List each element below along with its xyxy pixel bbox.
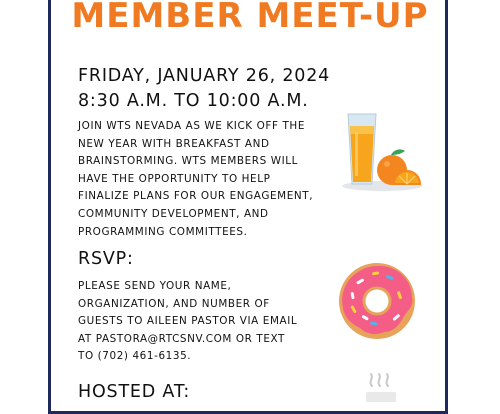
intro-line: HAVE THE OPPORTUNITY TO HELP [78, 172, 271, 185]
intro-line: FINALIZE PLANS FOR OUR ENGAGEMENT, [78, 190, 314, 203]
intro-line: NEW YEAR WITH BREAKFAST AND [78, 137, 270, 150]
event-time: 8:30 A.M. TO 10:00 A.M. [78, 91, 309, 111]
rsvp-heading: RSVP: [78, 249, 134, 269]
coffee-cup-illustration-icon [362, 372, 402, 402]
intro-line: PROGRAMMING COMMITTEES. [78, 225, 248, 238]
rsvp-line: TO (702) 461-6135. [78, 350, 192, 363]
rsvp-paragraph [78, 278, 297, 366]
flyer-headline: MEMBER MEET-UP [71, 0, 429, 36]
intro-line: JOIN WTS NEVADA AS WE KICK OFF THE [78, 120, 305, 132]
rsvp-line: GUESTS TO AILEEN PASTOR VIA EMAIL [78, 315, 298, 328]
orange-juice-illustration-icon [336, 106, 428, 198]
rsvp-line: PLEASE SEND YOUR NAME, [78, 280, 232, 292]
donut-illustration-icon [336, 260, 418, 342]
rsvp-line: ORGANIZATION, AND NUMBER OF [78, 297, 270, 310]
hosted-heading: HOSTED AT: [78, 382, 191, 402]
event-datetime [78, 64, 330, 114]
rsvp-line: AT PASTORA@RTCSNV.COM OR TEXT [78, 332, 285, 345]
intro-line: BRAINSTORMING. WTS MEMBERS WILL [78, 155, 299, 168]
intro-line: COMMUNITY DEVELOPMENT, AND [78, 207, 269, 220]
intro-paragraph [78, 118, 313, 241]
event-date: FRIDAY, JANUARY 26, 2024 [78, 66, 331, 86]
